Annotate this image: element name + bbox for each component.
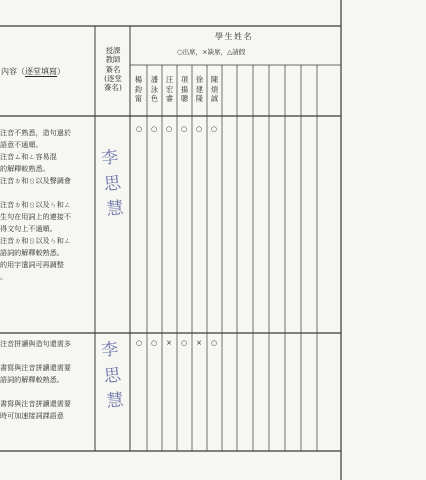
attendance-mark: × xyxy=(196,339,202,347)
student-name: 徐 建 隆 xyxy=(195,75,204,104)
attendance-mark: ○ xyxy=(150,339,158,347)
teacher-sign-line: (逐堂 xyxy=(104,73,122,83)
teacher-sign-line: 教師 xyxy=(105,55,121,65)
attendance-mark: ○ xyxy=(150,125,158,133)
teacher-sign-line: 簽名 xyxy=(105,64,121,74)
content-header-note: 逐堂填寫 xyxy=(25,67,57,76)
content-header-label: 內容（ xyxy=(1,67,25,76)
teacher-sign-line: 簽名) xyxy=(104,83,122,92)
attendance-mark: ○ xyxy=(135,339,143,347)
attendance-mark: ○ xyxy=(195,125,203,133)
attendance-legend: ○出席，×缺席，△請假 xyxy=(177,48,246,56)
session-content: 注音拼讀與造句還需多 書寫與注音拼讀還需要 語詞的解釋較熟悉。 書寫與注音拼讀還需要 時可加速接詞課語意 xyxy=(0,339,71,420)
content-header-close: ） xyxy=(57,67,65,76)
attendance-mark: × xyxy=(166,339,172,347)
student-name: 楊 鈞 甯 xyxy=(134,75,143,104)
teacher-sign-header xyxy=(96,46,130,92)
attendance-mark: ○ xyxy=(165,125,173,133)
attendance-mark: ○ xyxy=(180,339,188,347)
teacher-signature: 李 思 慧 xyxy=(100,147,125,220)
teacher-sign-line: 授課 xyxy=(105,46,121,55)
student-name: 項 揚 聰 xyxy=(180,75,189,104)
attendance-mark: ○ xyxy=(180,125,188,133)
attendance-mark: ○ xyxy=(135,125,143,133)
student-name: 汪 宏 睿 xyxy=(165,75,174,104)
content-header xyxy=(1,68,65,76)
teacher-signature: 李 思 慧 xyxy=(100,339,125,412)
student-name: 陳 煩 誠 xyxy=(210,75,219,104)
students-title: 學生姓名 xyxy=(215,32,253,41)
session-content: 注音不熟悉，造句過於 語意不通順。 注音ㄙ和ㄥ容易混 的解釋較熟悉。 注音ㄉ和ㄖ以及聲調會 注音ㄉ和ㄖ以及ㄣ和ㄥ 生句在用詞上的連接不 得文句上不通順。 注音ㄉ和ㄖ以及ㄣ和ㄥ 語詞的解釋較熟悉。 的用字遣詞可再調整 。 xyxy=(0,128,71,281)
attendance-mark: ○ xyxy=(210,339,218,347)
student-name: 潘 泳 色 xyxy=(150,75,159,104)
attendance-mark: ○ xyxy=(210,125,218,133)
